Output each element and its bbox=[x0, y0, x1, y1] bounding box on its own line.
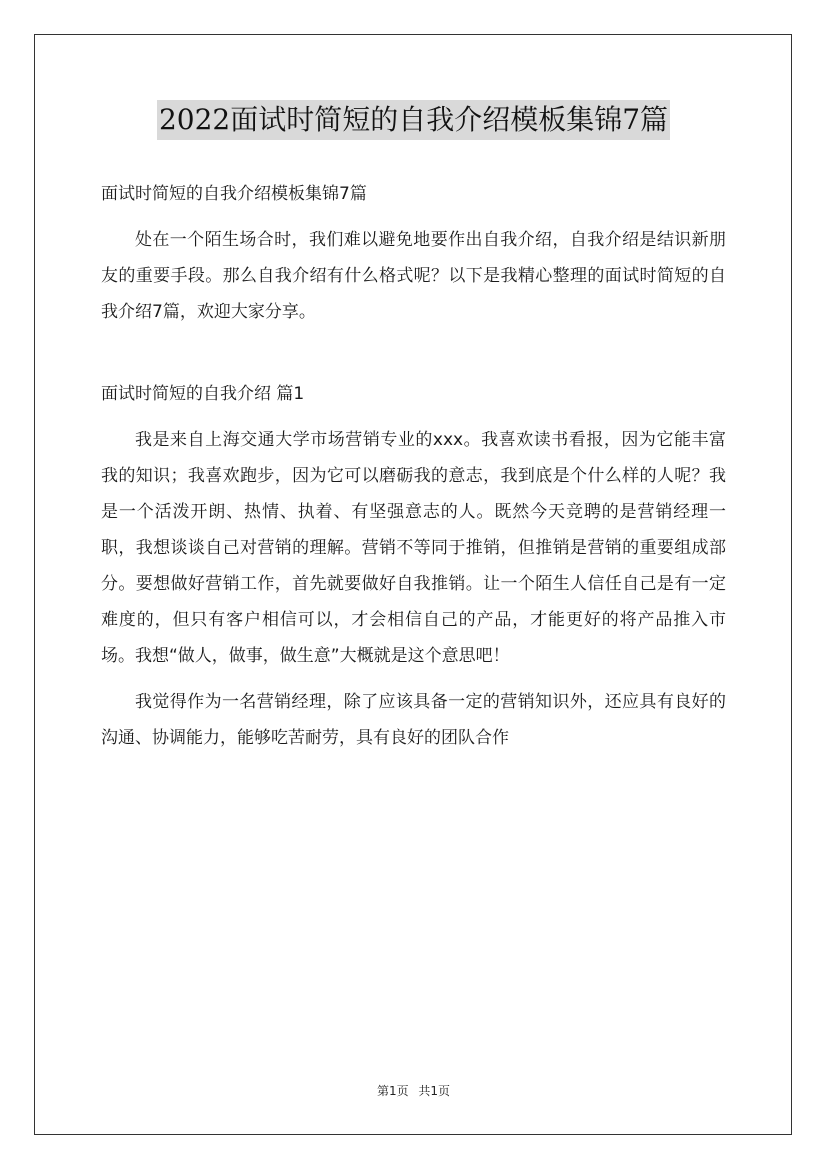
document-subtitle: 面试时简短的自我介绍模板集锦7篇 bbox=[101, 184, 367, 204]
document-title: 2022面试时简短的自我介绍模板集锦7篇 bbox=[157, 100, 670, 140]
page-number: 第1页 bbox=[376, 1084, 409, 1098]
intro-paragraph bbox=[101, 222, 726, 330]
section-paragraph-1: 我是来自上海交通大学市场营销专业的xxx。我喜欢读书看报，因为它能丰富我的知识；我喜欢跑步，因为它可以磨砺我的意志，我到底是个什么样的人呢？我是一个活泼开朗、热情、执着、有坚强意志的人。既然今天竞聘的是营销经理一职，我想谈谈自己对营销的理解。营销不等同于推销，但推销是营销的重要组成部分。要想做好营销工作，首先就要做好自我推销。让一个陌生人信任自己是有一定难度的，但只有客户相信可以，才会相信自己的产品，才能更好的将产品推入市场。我想“做人，做事，做生意”大概就是这个意思吧！ bbox=[101, 430, 726, 666]
page-total: 共1页 bbox=[418, 1084, 451, 1098]
section-heading: 面试时简短的自我介绍 篇1 bbox=[101, 384, 305, 404]
document-body bbox=[101, 176, 726, 756]
title-container bbox=[0, 100, 827, 140]
section-body bbox=[101, 422, 726, 756]
section-paragraph-2: 我觉得作为一名营销经理，除了应该具备一定的营销知识外，还应具有良好的沟通、协调能力，能够吃苦耐劳，具有良好的团队合作 bbox=[101, 692, 726, 748]
intro-text: 处在一个陌生场合时，我们难以避免地要作出自我介绍，自我介绍是结识新朋友的重要手段。那么自我介绍有什么格式呢？以下是我精心整理的面试时简短的自我介绍7篇，欢迎大家分享。 bbox=[101, 230, 726, 322]
page-footer bbox=[0, 1082, 827, 1099]
